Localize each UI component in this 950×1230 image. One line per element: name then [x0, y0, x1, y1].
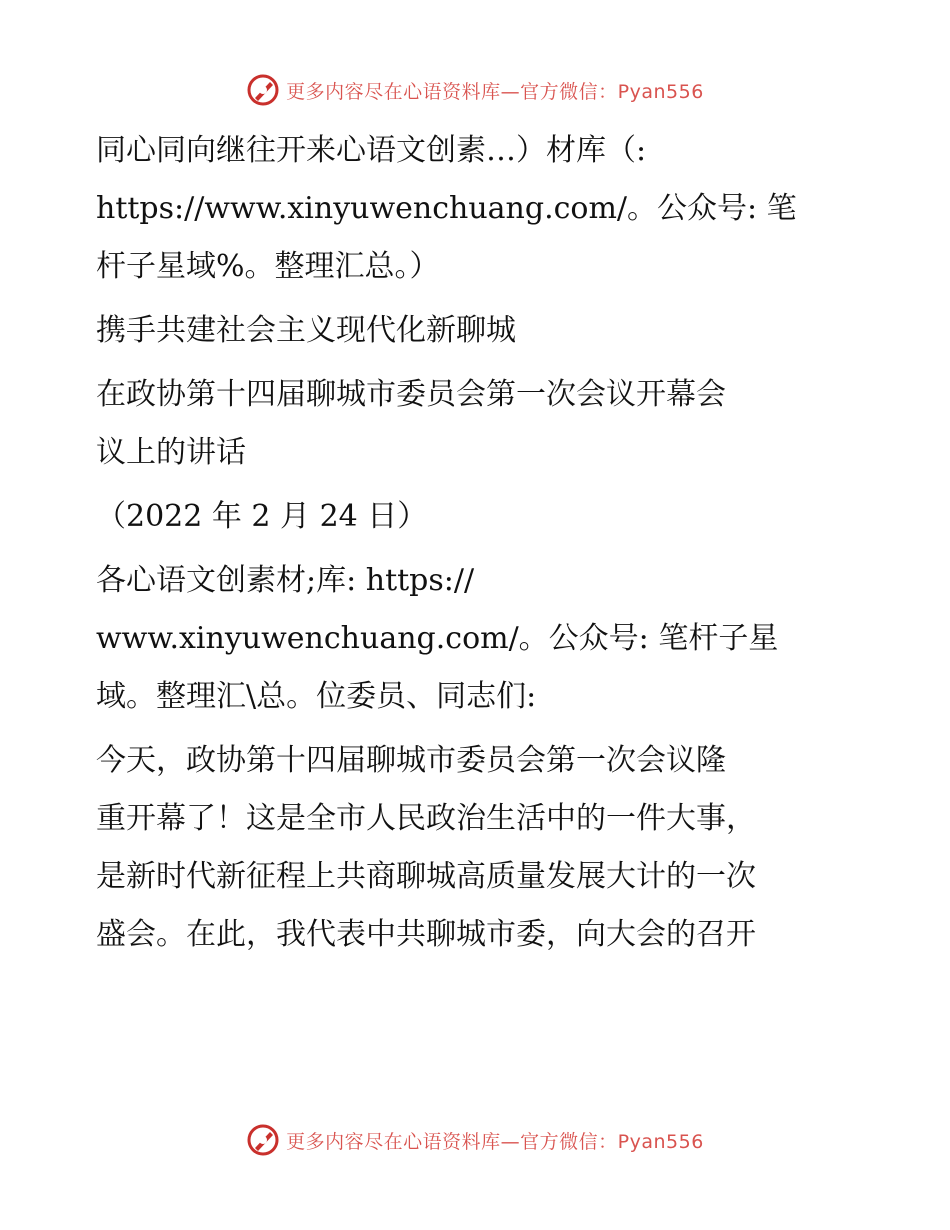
text-line: 杆子星域%。整理汇总。）	[96, 249, 440, 284]
greeting-paragraph	[96, 552, 856, 726]
document-date: （2022 年 2 月 24 日）	[96, 499, 428, 534]
intro-paragraph	[96, 122, 856, 296]
text-line: 盛会。在此，我代表中共聊城市委，向大会的召开	[96, 917, 756, 952]
text-line: 域。整理汇\总。位委员、同志们:	[96, 679, 537, 714]
text-line: 是新时代新征程上共商聊城高质量发展大计的一次	[96, 859, 756, 894]
banner-text: 更多内容尽在心语资料库—官方微信：Pyan556	[286, 80, 704, 103]
document-title: 携手共建社会主义现代化新聊城	[96, 313, 516, 348]
text-line: www.xinyuwenchuang.com/。公众号: 笔杆子星	[96, 621, 779, 656]
header-banner	[0, 70, 950, 110]
document-subtitle	[96, 366, 856, 482]
body-paragraph	[96, 732, 856, 964]
text-line: 议上的讲话	[96, 435, 246, 470]
text-line: https://www.xinyuwenchuang.com/。公众号: 笔	[96, 191, 797, 226]
text-line: 今天，政协第十四届聊城市委员会第一次会议隆	[96, 743, 726, 778]
pen-circle-logo-icon	[246, 1123, 280, 1157]
footer-banner	[0, 1120, 950, 1160]
banner-text: 更多内容尽在心语资料库—官方微信：Pyan556	[286, 1130, 704, 1153]
text-line: 重开幕了！这是全市人民政治生活中的一件大事，	[96, 801, 756, 836]
document-body	[96, 122, 856, 970]
text-line: 各心语文创素材;库: https://	[96, 563, 475, 598]
text-line: 同心同向继往开来心语文创素…）材库（:	[96, 133, 647, 168]
text-line: 在政协第十四届聊城市委员会第一次会议开幕会	[96, 377, 726, 412]
pen-circle-logo-icon	[246, 73, 280, 107]
